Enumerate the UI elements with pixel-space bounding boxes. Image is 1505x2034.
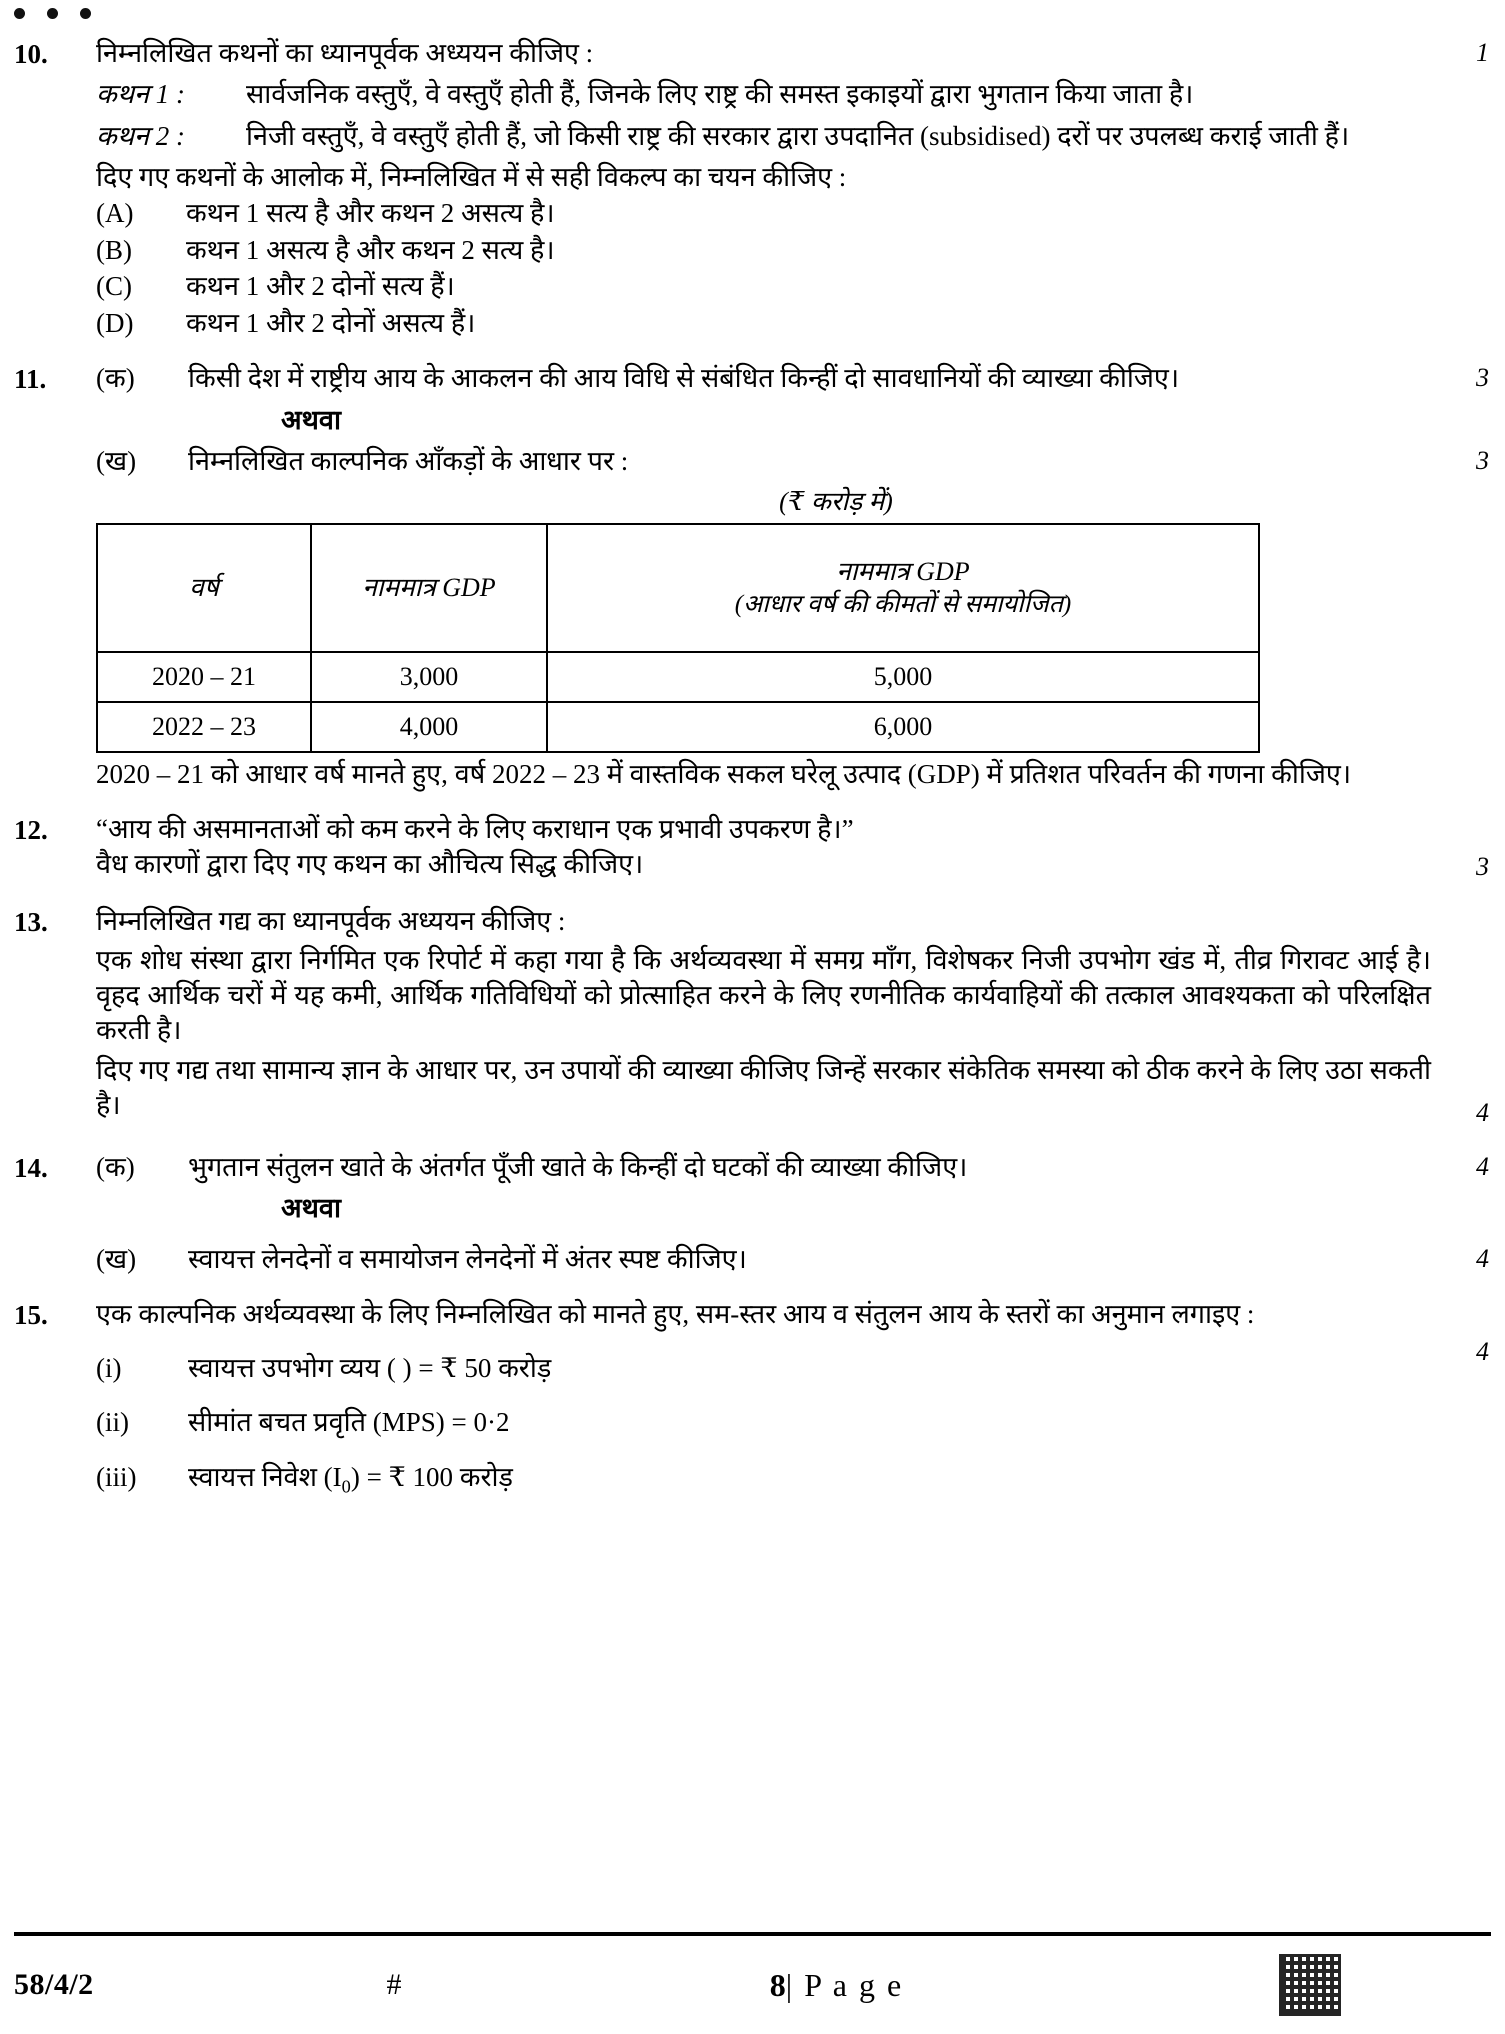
footer-paper-code: 58/4/2	[14, 1968, 94, 2001]
question-15-body	[96, 1297, 1431, 1499]
gdp-table-caption: (₹ करोड़ में)	[779, 487, 893, 517]
question-12-line-2: वैध कारणों द्वारा दिए गए कथन का औचित्य सिद्ध कीजिए।	[96, 849, 644, 880]
spacer-after-q13	[0, 1130, 1505, 1150]
question-13-marks-value: 4	[1476, 1098, 1489, 1128]
item-iii-label: (iii)	[96, 1461, 137, 1492]
item-iii-text-sub: 0	[341, 1475, 351, 1496]
question-15-marks	[1431, 1297, 1497, 1369]
spacer-after-q11	[0, 792, 1505, 812]
question-10-lead: दिए गए कथनों के आलोक में, निम्नलिखित में से सही विकल्प का चयन कीजिए :	[96, 162, 847, 193]
question-14-part-b-row	[96, 1242, 1431, 1277]
footer-page-label: P a g e	[804, 1966, 904, 2003]
statement-2-text: निजी वस्तुएँ, वे वस्तुएँ होती हैं, जो किसी राष्ट्र की सरकार द्वारा उपदानित (subsidised) दरों पर उपलब्ध कराई जाती हैं।	[246, 120, 1350, 151]
question-10-statement-1	[96, 77, 1431, 113]
option-c-label: (C)	[96, 271, 132, 302]
question-12-body	[96, 812, 1431, 882]
question-11-part-a-text: किसी देश में राष्ट्रीय आय के आकलन की आय विधि से संबंधित किन्हीं दो सावधानियों की व्याख्या कीजिए।	[188, 363, 1180, 394]
question-12-number: 12.	[14, 815, 48, 846]
question-10-marks: 1	[1476, 38, 1489, 67]
question-15-stem: एक काल्पनिक अर्थव्यवस्था के लिए निम्नलिखित को मानते हुए, सम-स्तर आय व संतुलन आय के स्तरों का अनुमान लगाइए :	[96, 1299, 1255, 1330]
question-11-number: 11.	[14, 364, 47, 395]
footer-hash-mark: #	[386, 1968, 402, 2001]
gdp-row-0-real: 5,000	[547, 652, 1259, 702]
question-11-part-b	[0, 444, 1505, 792]
question-10-number: 10.	[14, 39, 48, 69]
question-15-item-i	[96, 1351, 1431, 1386]
question-14-part-a-body	[96, 1150, 1431, 1232]
item-iii-text	[188, 1460, 513, 1499]
gdp-row-1-year: 2022 – 23	[97, 702, 311, 752]
spacer-after-q14	[0, 1277, 1505, 1297]
item-iii-text-pre: स्वायत्त निवेश (I	[188, 1461, 342, 1492]
option-c-text: कथन 1 और 2 दोनों सत्य हैं।	[186, 271, 455, 302]
question-14-part-a-row	[96, 1150, 1431, 1185]
dot-1	[14, 8, 25, 19]
question-15-item-ii	[96, 1405, 1431, 1440]
statement-1-text: सार्वजनिक वस्तुएँ, वे वस्तुएँ होती हैं, जिनके लिए राष्ट्र की समस्त इकाइयों द्वारा भुगतान किया जाता है।	[246, 79, 1194, 110]
question-14-or-label: अथवा	[281, 1193, 341, 1224]
footer-page-indicator: 8| P a g e	[769, 1966, 904, 2003]
question-11-part-a-body	[96, 361, 1431, 396]
spacer-after-q10	[0, 341, 1505, 361]
gdp-row-0-nominal: 3,000	[311, 652, 547, 702]
question-14-part-a-text: भुगतान संतुलन खाते के अंतर्गत पूँजी खाते के किन्हीं दो घटकों की व्याख्या कीजिए।	[188, 1151, 968, 1182]
question-10-option-d	[96, 305, 1431, 341]
question-12-marks-value: 3	[1476, 852, 1489, 882]
question-10-option-a	[96, 195, 1431, 231]
dot-3	[80, 8, 91, 19]
gdp-table-header-row	[97, 524, 1259, 652]
table-row	[97, 702, 1259, 752]
question-11-after-table: 2020 – 21 को आधार वर्ष मानते हुए, वर्ष 2022 – 23 में वास्तविक सकल घरेलू उत्पाद (GDP) में प्रतिशत परिवर्तन की गणना कीजिए।	[96, 759, 1352, 790]
question-14-part-a	[0, 1150, 1505, 1232]
question-11-part-b-body	[96, 444, 1431, 792]
dot-2	[47, 8, 58, 19]
question-15-item-iii	[96, 1460, 1431, 1499]
question-13-passage: एक शोध संस्था द्वारा निर्गमित एक रिपोर्ट में कहा गया है कि अर्थव्यवस्था में समग्र माँग, विशेषकर निजी उपभोग खंड में, तीव्र गिरावट आई है। वृहद आर्थिक चरों में यह कमी, आर्थिक गतिविधियों को प्रोत्साहित करने के लिए रणनीतिक कार्यवाहियों की तत्काल आवश्यकता को परिलक्षित करती है।	[96, 945, 1431, 1046]
gdp-table-header-real-gdp-sub: (आधार वर्ष की कीमतों से समायोजित)	[734, 590, 1072, 618]
option-b-label: (B)	[96, 234, 132, 265]
footer-divider	[14, 1932, 1491, 1936]
question-11-part-b-text: निम्नलिखित काल्पनिक आँकड़ों के आधार पर :	[188, 446, 629, 477]
question-10	[0, 36, 1505, 341]
page-dots	[14, 8, 91, 19]
question-11-part-b-label: (ख)	[96, 446, 137, 477]
question-15-number: 15.	[14, 1300, 48, 1331]
spacer-after-q12	[0, 884, 1505, 904]
option-a-label: (A)	[96, 198, 134, 229]
question-10-statement-2	[96, 119, 1431, 155]
question-13	[0, 904, 1505, 1130]
question-11-or-label: अथवा	[281, 405, 341, 436]
item-iii-text-post: ) = ₹ 100 करोड़	[350, 1461, 513, 1492]
question-11-part-a-label: (क)	[96, 363, 135, 394]
spacer-q14-mid	[0, 1232, 1505, 1242]
question-12	[0, 812, 1505, 884]
question-15-marks-value: 4	[1476, 1337, 1489, 1367]
page-content	[0, 36, 1505, 1499]
footer-page-number: 8	[769, 1966, 786, 2003]
item-ii-label: (ii)	[96, 1407, 129, 1438]
question-15	[0, 1297, 1505, 1499]
item-i-label: (i)	[96, 1353, 122, 1384]
item-i-text: स्वायत्त उपभोग व्यय ( ) = ₹ 50 करोड़	[188, 1353, 552, 1384]
question-11-part-b-marks: 3	[1476, 446, 1489, 476]
page-footer	[14, 1952, 1491, 2018]
gdp-table	[96, 523, 1260, 753]
question-10-option-c	[96, 268, 1431, 304]
question-14-part-b-text: स्वायत्त लेनदेनों व समायोजन लेनदेनों में अंतर स्पष्ट कीजिए।	[188, 1244, 747, 1275]
gdp-row-0-year: 2020 – 21	[97, 652, 311, 702]
gdp-table-header-nominal-gdp: नाममात्र GDP	[311, 524, 547, 652]
question-11-part-b-row	[96, 444, 1431, 479]
question-13-task: दिए गए गद्य तथा सामान्य ज्ञान के आधार पर, उन उपायों की व्याख्या कीजिए जिन्हें सरकार संकेतिक समस्या को ठीक करने के लिए उठा सकती है।	[96, 1054, 1431, 1120]
statement-1-label: कथन 1 :	[96, 79, 185, 110]
question-13-body	[96, 904, 1431, 1123]
item-ii-text: सीमांत बचत प्रवृति (MPS) = 0·2	[188, 1407, 510, 1438]
gdp-table-wrap	[96, 485, 1216, 753]
gdp-row-1-real: 6,000	[547, 702, 1259, 752]
question-10-body	[96, 36, 1431, 341]
gdp-table-header-year: वर्ष	[97, 524, 311, 652]
question-14-part-a-label: (क)	[96, 1151, 135, 1182]
statement-2-label: कथन 2 :	[96, 120, 185, 151]
question-10-stem: निम्नलिखित कथनों का ध्यानपूर्वक अध्ययन कीजिए :	[96, 38, 594, 68]
question-12-marks	[1431, 812, 1497, 884]
option-d-label: (D)	[96, 307, 134, 338]
question-10-option-b	[96, 232, 1431, 268]
question-11-part-a	[0, 361, 1505, 397]
question-13-number: 13.	[14, 907, 48, 938]
option-a-text: कथन 1 सत्य है और कथन 2 असत्य है।	[186, 198, 555, 229]
question-11-part-a-row	[96, 361, 1431, 396]
option-d-text: कथन 1 और 2 दोनों असत्य हैं।	[186, 307, 476, 338]
question-14-number: 14.	[14, 1152, 48, 1183]
question-13-stem: निम्नलिखित गद्य का ध्यानपूर्वक अध्ययन कीजिए :	[96, 906, 566, 937]
gdp-row-1-nominal: 4,000	[311, 702, 547, 752]
gdp-table-head	[97, 524, 1259, 652]
question-14-part-b-body	[96, 1242, 1431, 1277]
question-12-line-1: “आय की असमानताओं को कम करने के लिए कराधान एक प्रभावी उपकरण है।”	[96, 814, 854, 845]
option-b-text: कथन 1 असत्य है और कथन 2 सत्य है।	[186, 234, 555, 265]
question-11-part-a-marks: 3	[1476, 363, 1489, 393]
question-11-or	[0, 397, 1505, 444]
gdp-table-body	[97, 652, 1259, 752]
question-14-part-a-marks: 4	[1476, 1151, 1489, 1181]
question-14-part-b-label: (ख)	[96, 1244, 137, 1275]
gdp-table-header-real-gdp	[547, 524, 1259, 652]
gdp-table-header-real-gdp-main: नाममात्र GDP	[836, 557, 970, 587]
question-14-part-b	[0, 1242, 1505, 1277]
table-row	[97, 652, 1259, 702]
question-13-marks	[1431, 904, 1497, 1130]
qr-code-icon	[1279, 1954, 1341, 2016]
question-14-part-b-marks: 4	[1476, 1244, 1489, 1274]
